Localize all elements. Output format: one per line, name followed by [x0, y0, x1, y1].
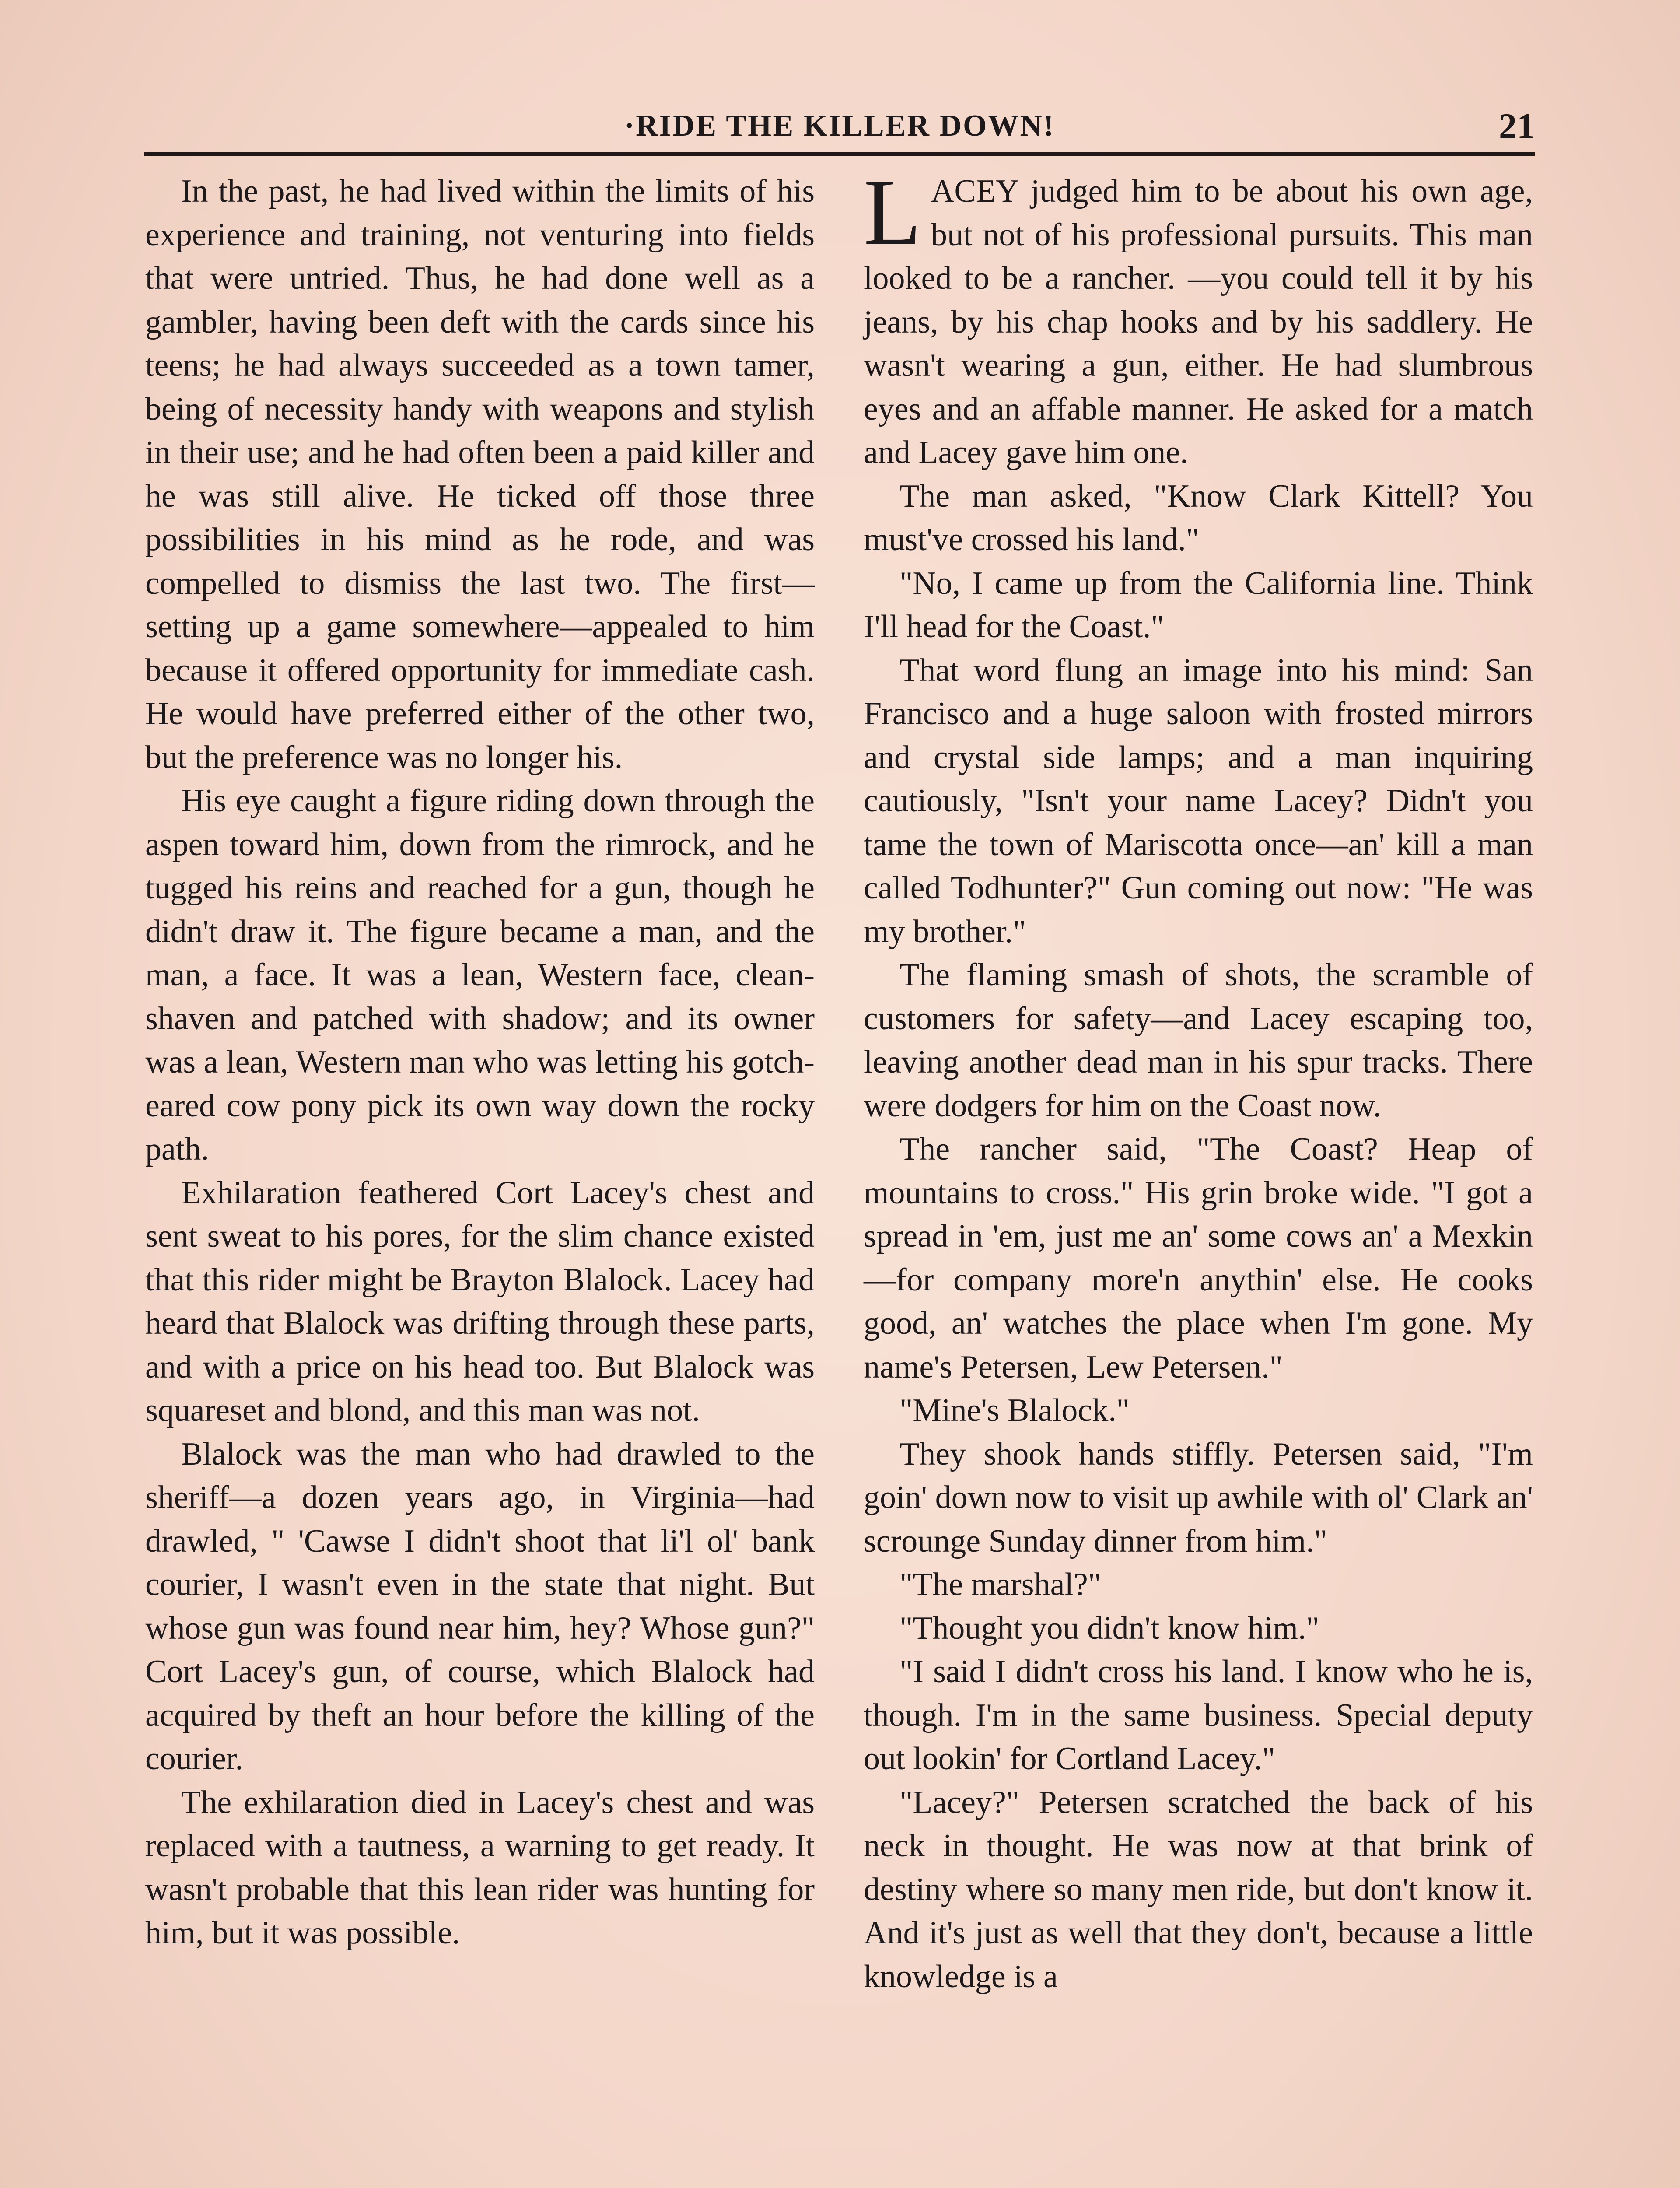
paragraph: The man asked, "Know Clark Kittell? You must've crossed his land."	[864, 478, 1533, 558]
paragraph: "Lacey?" Petersen scratched the back of his neck in thought. He was now at that brink of destiny where so many men ride, but don't know it. And it's just as well that they don't, because a little knowledge is a	[864, 1784, 1533, 1995]
paragraph: They shook hands stiffly. Petersen said, "I'm goin' down now to visit up awhile with ol' Clark an' scrounge Sunday dinner from him."	[864, 1436, 1533, 1559]
paragraph: Exhilaration feathered Cort Lacey's chest and sent sweat to his pores, for the slim chance existed that this rider might be Brayton Blalock. Lacey had heard that Blalock was drifting through these parts, and with a price on his head too. But Blalock was squareset and blond, and this man was not.	[145, 1175, 815, 1428]
paragraph: His eye caught a figure riding down through the aspen toward him, down from the rimrock, and he tugged his reins and reached for a gun, though he didn't draw it. The figure became a man, and the man, a face. It was a lean, Western face, clean-shaven and patched with shadow; and its owner was a lean, Western man who was letting his gotch-eared cow pony pick its own way down the rocky path.	[145, 783, 815, 1167]
drop-cap: L	[864, 160, 921, 264]
paragraph: That word flung an image into his mind: San Francisco and a huge saloon with frosted mirrors and crystal side lamps; and a man inquiring cautiously, "Isn't your name Lacey? Didn't you tame the town of Mariscotta once—an' kill a man called Todhunter?" Gun coming out now: "He was my brother."	[864, 652, 1533, 950]
opening-paragraph-text: ACEY judged him to be about his own age, but not of his professional pursuits. This man looked to be a rancher. —you could tell it by his jeans, by his chap hooks and by his saddlery. He wasn't wearing a gun, either. He had slumbrous eyes and an affable manner. He asked for a match and Lacey gave him one.	[864, 173, 1533, 470]
right-column	[864, 160, 1533, 1999]
paragraph: "Thought you didn't know him."	[900, 1610, 1320, 1646]
paragraph: In the past, he had lived within the limits of his experience and training, not venturing into fields that were untried. Thus, he had done well as a gambler, having been deft with the cards since his teens; he had always succeeded as a town tamer, being of necessity handy with weapons and stylish in their use; and he had often been a paid killer and he was still alive. He ticked off those three possibilities in his mind as he rode, and was compelled to dismiss the last two. The first—setting up a game somewhere—appealed to him because it offered opportunity for immediate cash. He would have preferred either of the other two, but the preference was no longer his.	[145, 173, 815, 775]
running-header	[144, 104, 1535, 156]
paragraph: The flaming smash of shots, the scramble of customers for safety—and Lacey escaping too, leaving another dead man in his spur tracks. There were dodgers for him on the Coast now.	[864, 957, 1533, 1124]
left-column	[145, 170, 815, 1955]
paragraph: Blalock was the man who had drawled to the sheriff—a dozen years ago, in Virginia—had drawled, " 'Cawse I didn't shoot that li'l ol' bank courier, I wasn't even in the state that night. But whose gun was found near him, hey? Whose gun?" Cort Lacey's gun, of course, which Blalock had acquired by theft an hour before the killing of the courier.	[145, 1436, 815, 1777]
story-title: ·RIDE THE KILLER DOWN!	[624, 109, 1055, 143]
paragraph: The exhilaration died in Lacey's chest and was replaced with a tautness, a warning to get ready. It wasn't probable that this lean rider was hunting for him, but it was possible.	[145, 1784, 815, 1951]
paragraph: "No, I came up from the California line. Think I'll head for the Coast."	[864, 565, 1533, 645]
opening-paragraph	[864, 160, 1533, 475]
paragraph: "The marshal?"	[900, 1567, 1102, 1602]
page-number: 21	[1499, 106, 1535, 146]
paragraph: The rancher said, "The Coast? Heap of mountains to cross." His grin broke wide. "I got a spread in 'em, just me an' some cows an' a Mexkin—for company more'n anythin' else. He cooks good, an' watches the place when I'm gone. My name's Petersen, Lew Petersen."	[864, 1131, 1533, 1385]
paragraph: "Mine's Blalock."	[900, 1392, 1130, 1428]
paragraph: "I said I didn't cross his land. I know who he is, though. I'm in the same business. Special deputy out lookin' for Cortland Lacey."	[864, 1654, 1533, 1777]
